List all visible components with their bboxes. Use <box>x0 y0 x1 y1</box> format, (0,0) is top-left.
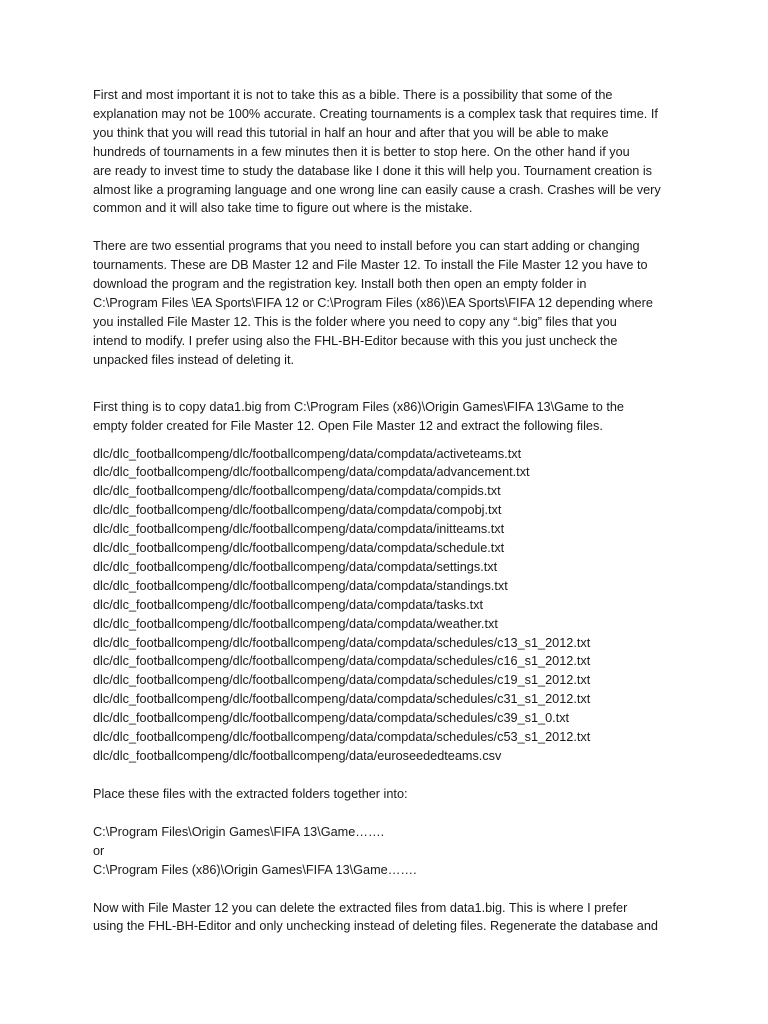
paragraph-intro: First and most important it is not to take this as a bible. There is a possibility that some of the explanation may not be 100% accurate. Creating tournaments is a complex task that requires time. If you think that you will read this tutorial in half an hour and after that you will be able to make hundreds of tournaments in a few minutes then it is better to stop here. On the other hand if you are ready to invest time to study the database like I done it this will help you. Tournament creation is almost like a programing language and one wrong line can easily cause a crash. Crashes will be very common and it will also take time to figure out where is the mistake. <box>93 88 661 216</box>
file-list-item: dlc/dlc_footballcompeng/dlc/footballcompeng/data/compdata/schedules/c13_s1_2012.txt <box>93 635 591 650</box>
destination-paths <box>93 823 683 880</box>
paragraph-place-files: Place these files with the extracted folders together into: <box>93 786 408 801</box>
paragraph-spacer <box>93 218 683 237</box>
paragraph-spacer <box>93 370 683 398</box>
file-list-item: dlc/dlc_footballcompeng/dlc/footballcompeng/data/compdata/activeteams.txt <box>93 446 522 461</box>
paragraph-programs: There are two essential programs that you need to install before you can start adding or changing tournaments. These are DB Master 12 and File Master 12. To install the File Master 12 you have to download the program and the registration key. Install both then open an empty folder in C:\Program Files \EA Sports\FIFA 12 or C:\Program Files (x86)\EA Sports\FIFA 12 depending where you installed File Master 12. This is the folder where you need to copy any “.big” files that you intend to modify. I prefer using also the FHL-BH-Editor because with this you just uncheck the unpacked files instead of deleting it. <box>93 239 653 367</box>
file-list-item: dlc/dlc_footballcompeng/dlc/footballcompeng/data/compdata/schedules/c39_s1_0.txt <box>93 711 570 726</box>
file-list-item: dlc/dlc_footballcompeng/dlc/footballcompeng/data/compdata/tasks.txt <box>93 597 484 612</box>
file-list-item: dlc/dlc_footballcompeng/dlc/footballcompeng/data/compdata/schedules/c31_s1_2012.txt <box>93 692 591 707</box>
file-list-item: dlc/dlc_footballcompeng/dlc/footballcompeng/data/compdata/advancement.txt <box>93 465 530 480</box>
file-list-item: dlc/dlc_footballcompeng/dlc/footballcompeng/data/compdata/schedules/c16_s1_2012.txt <box>93 654 591 669</box>
destination-path-1: C:\Program Files\Origin Games\FIFA 13\Game……. <box>93 824 385 839</box>
paragraph-spacer <box>93 766 683 785</box>
file-list <box>93 445 683 766</box>
paragraph-spacer <box>93 436 683 445</box>
destination-path-2: C:\Program Files (x86)\Origin Games\FIFA 13\Game……. <box>93 862 417 877</box>
file-list-item: dlc/dlc_footballcompeng/dlc/footballcompeng/data/compdata/compids.txt <box>93 484 501 499</box>
or-separator: or <box>93 843 105 858</box>
file-list-item: dlc/dlc_footballcompeng/dlc/footballcompeng/data/compdata/schedules/c53_s1_2012.txt <box>93 730 591 745</box>
file-list-item: dlc/dlc_footballcompeng/dlc/footballcompeng/data/compdata/initteams.txt <box>93 522 505 537</box>
file-list-item: dlc/dlc_footballcompeng/dlc/footballcompeng/data/compdata/compobj.txt <box>93 503 502 518</box>
paragraph-spacer <box>93 804 683 823</box>
paragraph-final: Now with File Master 12 you can delete the extracted files from data1.big. This is where I prefer using the FHL-BH-Editor and only unchecking instead of deleting files. Regenerate the database and <box>93 900 658 934</box>
document-page <box>93 86 683 936</box>
file-list-item: dlc/dlc_footballcompeng/dlc/footballcompeng/data/compdata/schedules/c19_s1_2012.txt <box>93 673 591 688</box>
file-list-item: dlc/dlc_footballcompeng/dlc/footballcompeng/data/compdata/settings.txt <box>93 559 498 574</box>
paragraph-spacer <box>93 880 683 899</box>
paragraph-copy-step: First thing is to copy data1.big from C:\Program Files (x86)\Origin Games\FIFA 13\Game to the empty folder created for File Master 12. Open File Master 12 and extract the following files. <box>93 399 624 433</box>
file-list-item: dlc/dlc_footballcompeng/dlc/footballcompeng/data/compdata/weather.txt <box>93 616 498 631</box>
file-list-item: dlc/dlc_footballcompeng/dlc/footballcompeng/data/compdata/schedule.txt <box>93 541 505 556</box>
file-list-item: dlc/dlc_footballcompeng/dlc/footballcompeng/data/compdata/standings.txt <box>93 578 508 593</box>
file-list-item: dlc/dlc_footballcompeng/dlc/footballcompeng/data/euroseededteams.csv <box>93 749 502 763</box>
